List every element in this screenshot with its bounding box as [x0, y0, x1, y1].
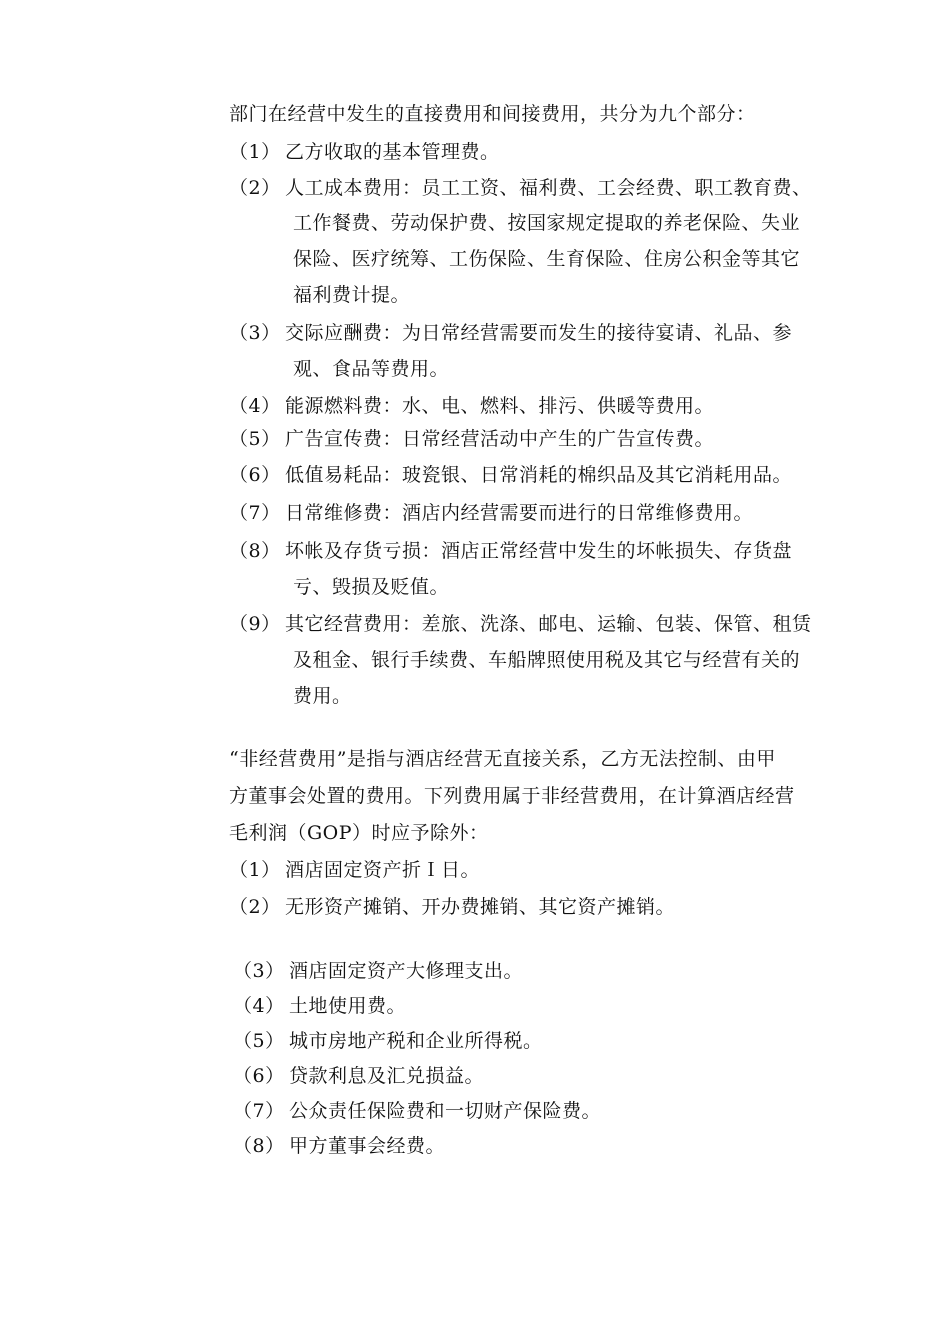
item-number: （5）: [229, 428, 281, 450]
item-text: 广告宣传费：日常经营活动中产生的广告宣传费。: [285, 428, 715, 450]
item-text: 甲方董事会经费。: [289, 1135, 446, 1157]
non-operating-paragraph-line: “非经营费用”是指与酒店经营无直接关系，乙方无法控制、由甲: [229, 748, 776, 770]
item-number: （6）: [229, 464, 281, 486]
item-text: 公众责任保险费和一切财产保险费。: [289, 1100, 602, 1122]
non-operating-item-2: [229, 895, 675, 919]
non-operating-item-8: [233, 1134, 445, 1158]
item-number: （1）: [229, 859, 281, 881]
intro-paragraph: 部门在经营中发生的直接费用和间接费用，共分为九个部分：: [229, 103, 756, 125]
item-continuation: 费用。: [293, 685, 352, 707]
item-number: （9）: [229, 613, 281, 635]
item-number: （7）: [229, 502, 281, 524]
item-number: （4）: [233, 995, 285, 1017]
item-number: （6）: [233, 1065, 285, 1087]
item-text: 其它经营费用：差旅、洗涤、邮电、运输、包装、保管、租赁: [285, 613, 812, 635]
non-operating-item-5: [233, 1029, 543, 1053]
item-number: （1）: [229, 141, 281, 163]
non-operating-item-3: [233, 959, 523, 983]
item-continuation: 福利费计提。: [293, 284, 411, 306]
non-operating-item-4: [233, 994, 406, 1018]
item-text: 低值易耗品：玻瓷银、日常消耗的棉织品及其它消耗用品。: [285, 464, 793, 486]
item-number: （8）: [233, 1135, 285, 1157]
non-operating-paragraph-line: 毛利润（GOP）时应予除外：: [229, 822, 489, 844]
item-number: （3）: [233, 960, 285, 982]
item-number: （2）: [229, 177, 281, 199]
operating-item-7: [229, 501, 753, 525]
item-continuation: 亏、毁损及贬值。: [293, 576, 450, 598]
non-operating-paragraph-line: 方董事会处置的费用。下列费用属于非经营费用，在计算酒店经营: [229, 785, 795, 807]
item-text: 土地使用费。: [289, 995, 407, 1017]
item-number: （7）: [233, 1100, 285, 1122]
operating-item-1: [229, 140, 500, 164]
operating-item-2: [229, 176, 812, 200]
item-text: 贷款利息及汇兑损益。: [289, 1065, 485, 1087]
item-continuation: 观、食品等费用。: [293, 358, 450, 380]
item-number: （8）: [229, 540, 281, 562]
item-text: 能源燃料费：水、电、燃料、排污、供暖等费用。: [285, 395, 715, 417]
item-continuation: 工作餐费、劳动保护费、按国家规定提取的养老保险、失业: [293, 212, 801, 234]
item-text: 酒店固定资产折Ｉ日。: [285, 859, 481, 881]
item-number: （3）: [229, 322, 281, 344]
item-text: 坏帐及存货亏损：酒店正常经营中发生的坏帐损失、存货盘: [285, 540, 793, 562]
operating-item-3: [229, 321, 792, 345]
non-operating-item-1: [229, 858, 480, 882]
operating-item-4: [229, 394, 714, 418]
item-continuation: 及租金、银行手续费、车船牌照使用税及其它与经营有关的: [293, 649, 801, 671]
operating-item-5: [229, 427, 714, 451]
operating-item-6: [229, 463, 792, 487]
non-operating-item-7: [233, 1099, 601, 1123]
item-text: 酒店固定资产大修理支出。: [289, 960, 524, 982]
item-number: （5）: [233, 1030, 285, 1052]
non-operating-item-6: [233, 1064, 484, 1088]
item-text: 乙方收取的基本管理费。: [285, 141, 500, 163]
operating-item-9: [229, 612, 812, 636]
item-number: （2）: [229, 896, 281, 918]
item-text: 人工成本费用：员工工资、福利费、工会经费、职工教育费、: [285, 177, 812, 199]
item-text: 无形资产摊销、开办费摊销、其它资产摊销。: [285, 896, 676, 918]
item-text: 城市房地产税和企业所得税。: [289, 1030, 543, 1052]
item-text: 日常维修费：酒店内经营需要而进行的日常维修费用。: [285, 502, 754, 524]
item-text: 交际应酬费：为日常经营需要而发生的接待宴请、礼品、参: [285, 322, 793, 344]
operating-item-8: [229, 539, 792, 563]
item-number: （4）: [229, 395, 281, 417]
item-continuation: 保险、医疗统筹、工伤保险、生育保险、住房公积金等其它: [293, 248, 801, 270]
